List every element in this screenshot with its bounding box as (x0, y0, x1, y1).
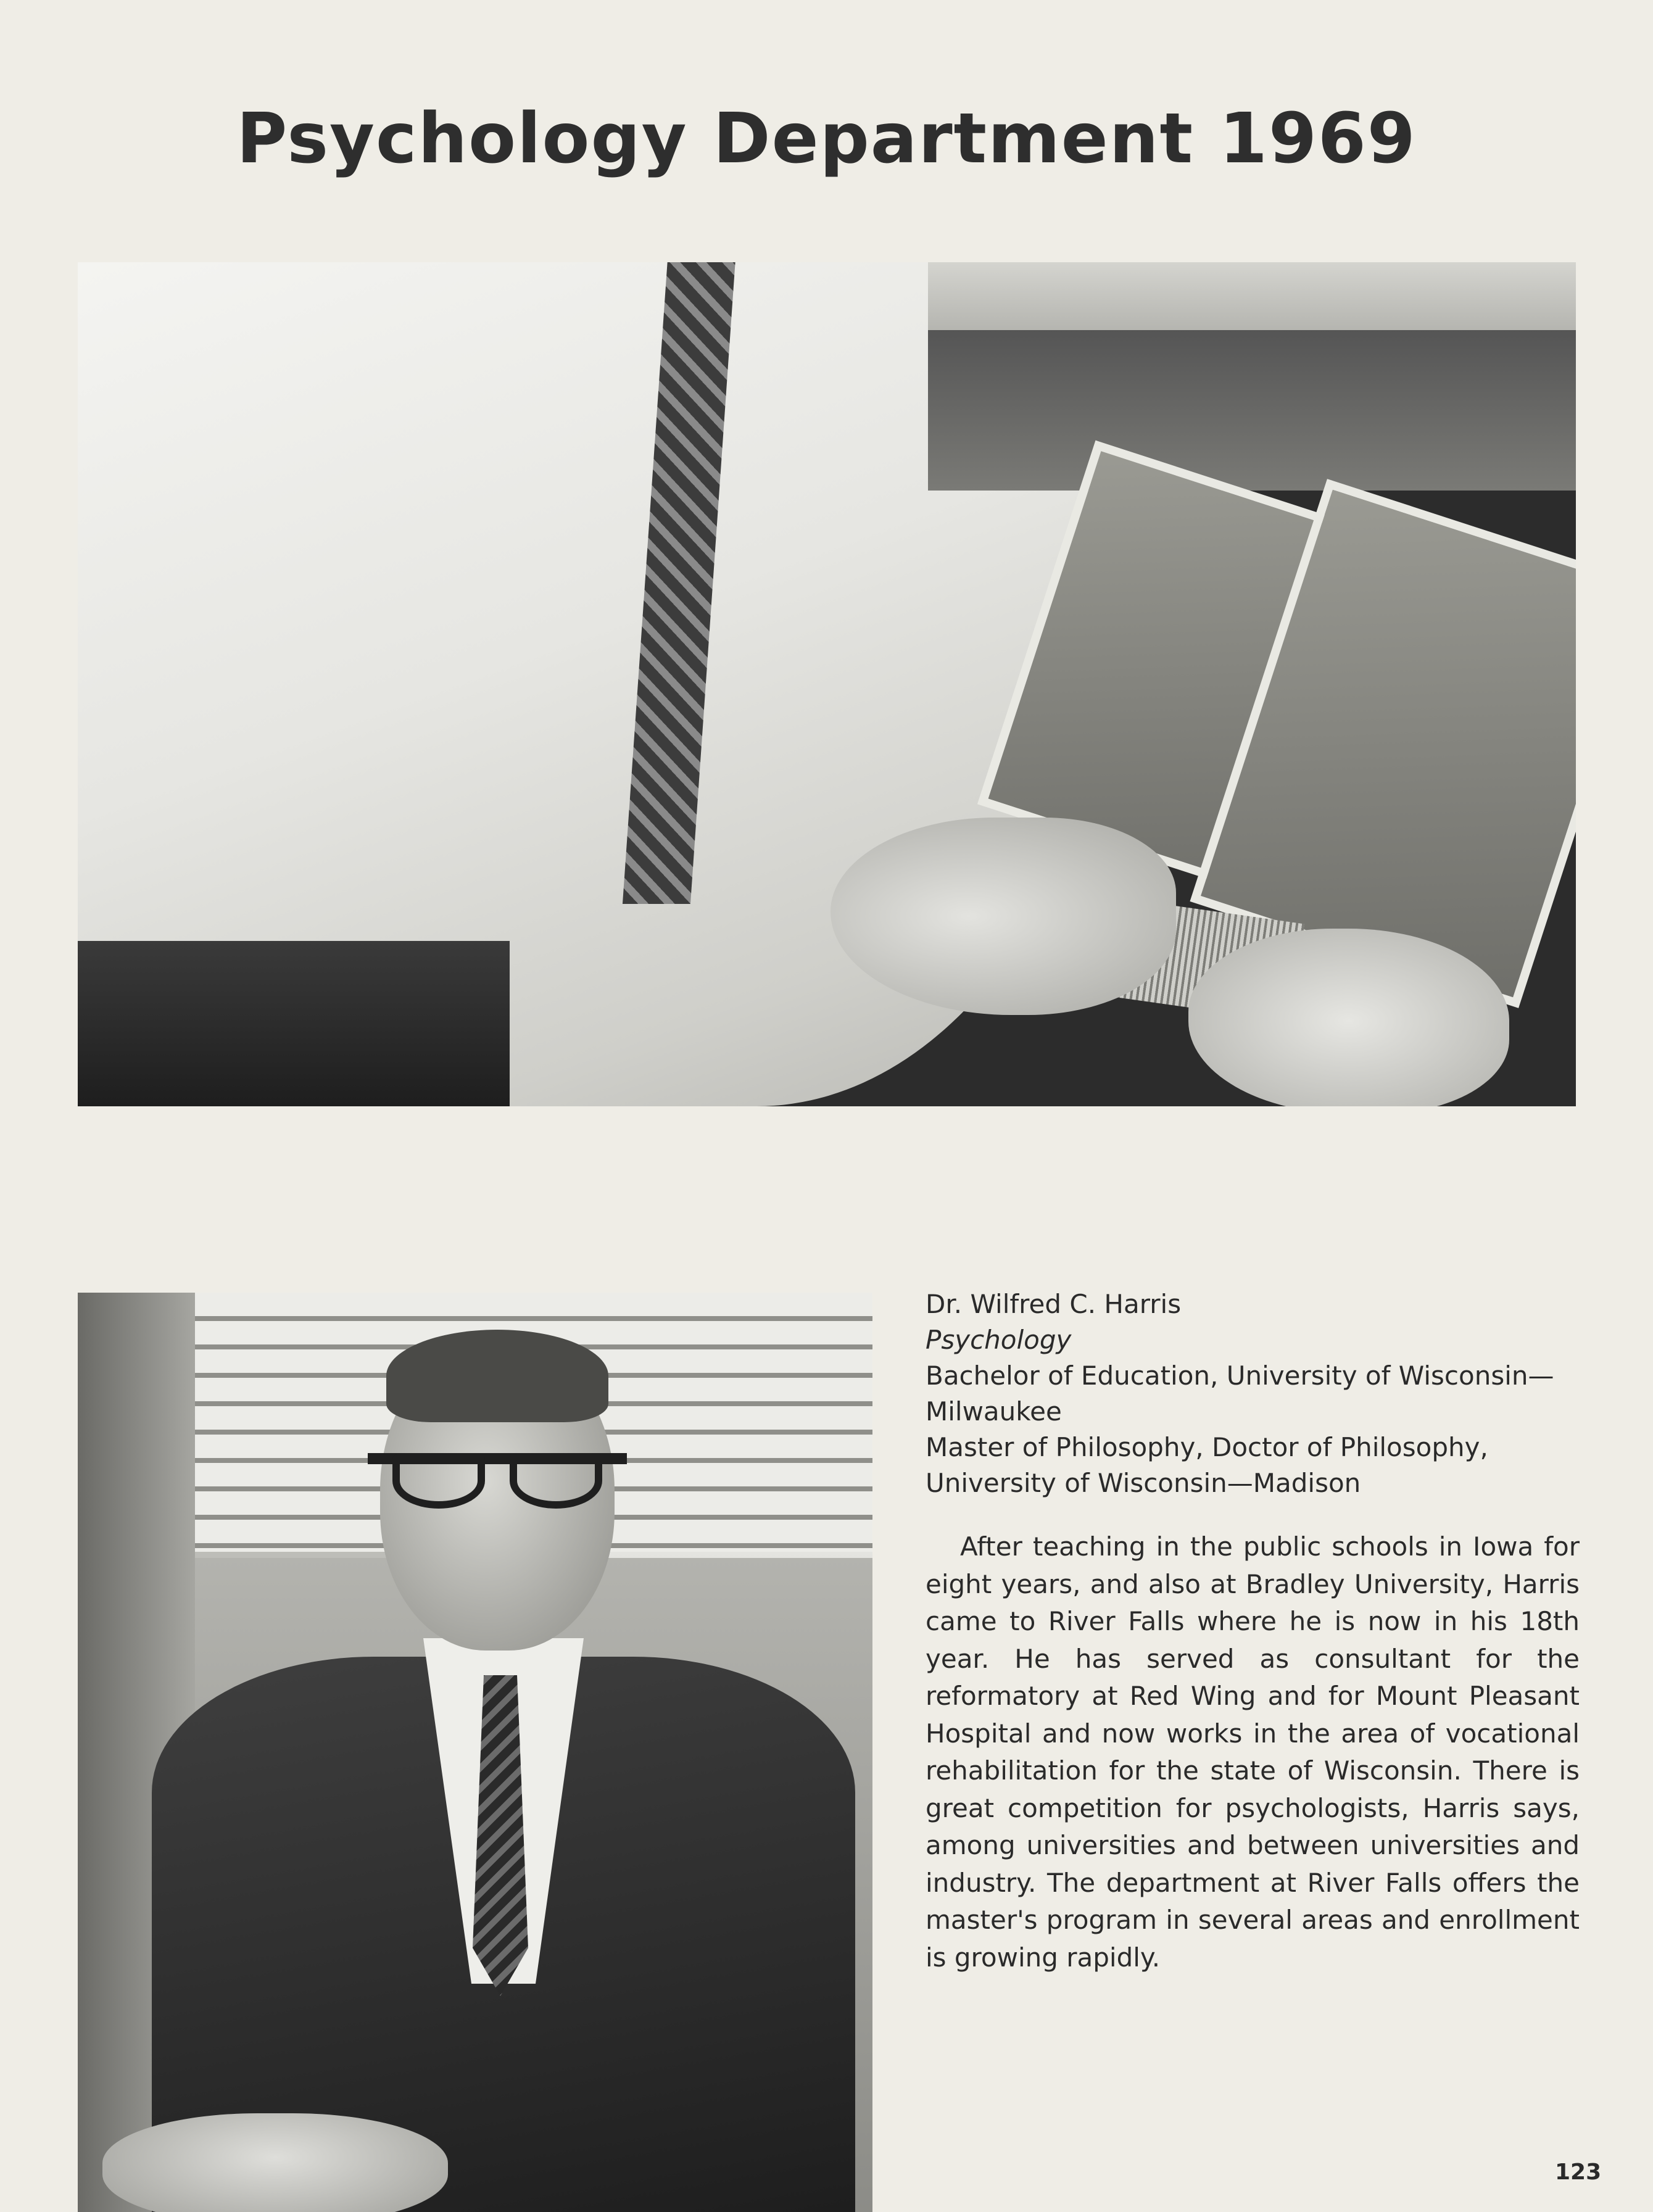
hair (386, 1330, 608, 1422)
degree-bachelor: Bachelor of Education, University of Wisconsin—Milwaukee (926, 1361, 1554, 1427)
eyeglasses (368, 1453, 627, 1502)
page-title: Psychology Department 1969 (236, 99, 1417, 179)
folded-hands (102, 2113, 448, 2212)
page-number: 123 (1555, 2160, 1602, 2185)
dark-pants (78, 941, 510, 1106)
faculty-bio (926, 1286, 1580, 1976)
wall-shadow (928, 330, 1576, 491)
top-photo (78, 262, 1576, 1106)
degree-doctorate: Master of Philosophy, Doctor of Philosophy, University of Wisconsin—Madison (926, 1432, 1488, 1498)
faculty-department: Psychology (926, 1325, 1072, 1355)
faculty-name: Dr. Wilfred C. Harris (926, 1289, 1182, 1319)
hand-right (1188, 929, 1509, 1106)
portrait-photo (78, 1293, 872, 2212)
wall-panel (928, 262, 1576, 330)
bio-paragraph: After teaching in the public schools in Iowa for eight years, and also at Bradley University, Harris came to River Falls where he is now in his 18th year. He has served as consultant for the reformatory at Red Wing and for Mount Pleasant Hospital and now works in the area of vocational rehabilitation for the state of Wisconsin. There is great competition for psychologists, Harris says, among universities and between universities and industry. The department at River Falls offers the master's program in several areas and enrollment is growing rapidly. (926, 1531, 1580, 1973)
